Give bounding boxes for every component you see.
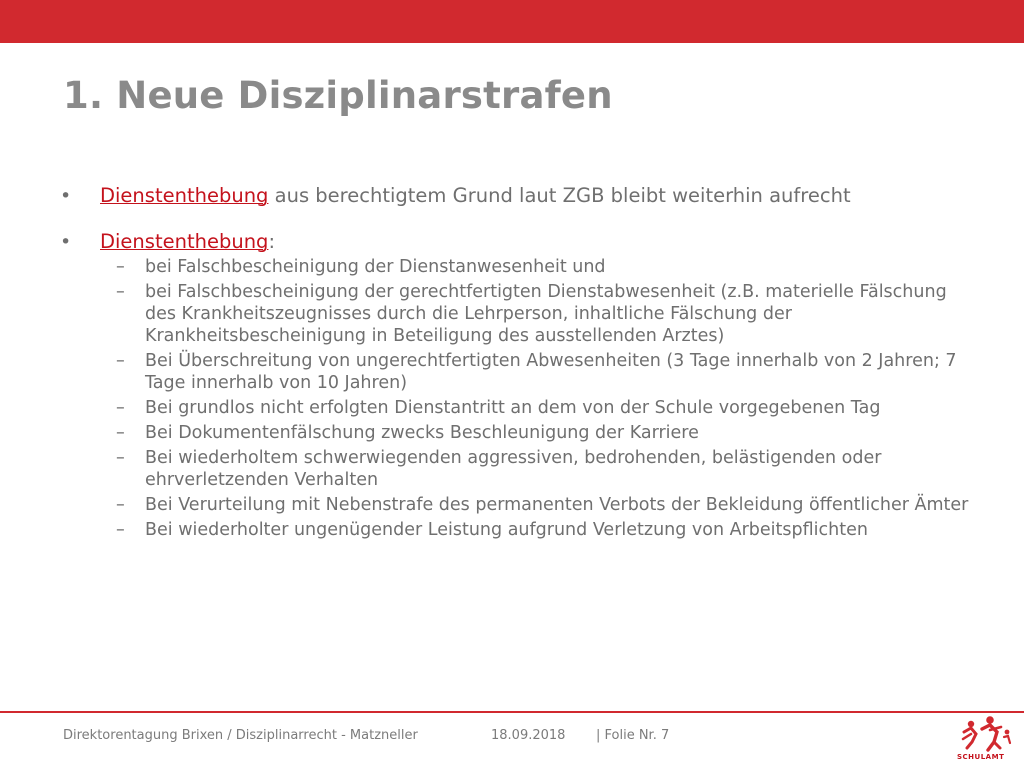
dash-icon: –: [116, 398, 125, 418]
bullet-item: [58, 184, 978, 208]
sub-item-text: Bei wiederholter ungenügender Leistung aufgrund Verletzung von Arbeitspflichten: [145, 520, 868, 540]
sub-item-text: Bei Dokumentenfälschung zwecks Beschleunigung der Karriere: [145, 423, 699, 443]
dienstenthebung-link[interactable]: Dienstenthebung: [100, 184, 269, 207]
top-accent-bar: [0, 0, 1024, 43]
sub-item-text: bei Falschbescheinigung der gerechtfertigten Dienstabwesenheit (z.B. materielle Fälschung des Krankheitszeugnisses durch die Lehrperson, inhaltliche Fälschung der Krankheitsbescheinigung in Beteiligung des ausstellenden Arztes): [145, 282, 947, 346]
sub-item-text: Bei grundlos nicht erfolgten Dienstantritt an dem von der Schule vorgegebenen Tag: [145, 398, 881, 418]
footer-event: Direktorentagung Brixen / Disziplinarrecht - Matzneller: [63, 728, 418, 743]
footer-slide-number: | Folie Nr. 7: [596, 728, 670, 743]
sub-item: [112, 256, 978, 278]
bullet-dot-icon: •: [60, 185, 72, 207]
sub-item: [112, 281, 978, 347]
dash-icon: –: [116, 423, 125, 443]
sub-item: [112, 397, 978, 419]
sub-item-text: bei Falschbescheinigung der Dienstanwesenheit und: [145, 257, 606, 277]
bullet-item: [58, 230, 978, 254]
dash-icon: –: [116, 282, 125, 302]
sub-item: [112, 519, 978, 541]
sub-item-text: Bei wiederholtem schwerwiegenden aggressiven, bedrohenden, belästigenden oder ehrverletzenden Verhalten: [145, 448, 882, 490]
bullet-text: :: [268, 230, 276, 253]
bullet-dot-icon: •: [60, 231, 72, 253]
slide-content: [58, 184, 978, 544]
dash-icon: –: [116, 448, 125, 468]
sub-item: [112, 350, 978, 394]
dienstenthebung-link[interactable]: Dienstenthebung: [100, 230, 269, 253]
sub-item: [112, 494, 978, 516]
sub-item-text: Bei Überschreitung von ungerechtfertigten Abwesenheiten (3 Tage innerhalb von 2 Jahren; 7 Tage innerhalb von 10 Jahren): [145, 351, 957, 393]
dash-icon: –: [116, 257, 125, 277]
slide-title: 1. Neue Disziplinarstrafen: [63, 74, 613, 117]
sub-item-text: Bei Verurteilung mit Nebenstrafe des permanenten Verbots der Bekleidung öffentlicher Ämter: [145, 495, 969, 515]
bullet-text: aus berechtigtem Grund laut ZGB bleibt weiterhin aufrecht: [268, 184, 851, 207]
footer-divider: [0, 711, 1024, 713]
sub-list: [112, 256, 978, 541]
footer-date: 18.09.2018: [491, 728, 566, 743]
sub-item: [112, 447, 978, 491]
logo-label: SCHULAMT: [957, 753, 1005, 761]
sub-item: [112, 422, 978, 444]
dash-icon: –: [116, 351, 125, 371]
dash-icon: –: [116, 495, 125, 515]
dash-icon: –: [116, 520, 125, 540]
